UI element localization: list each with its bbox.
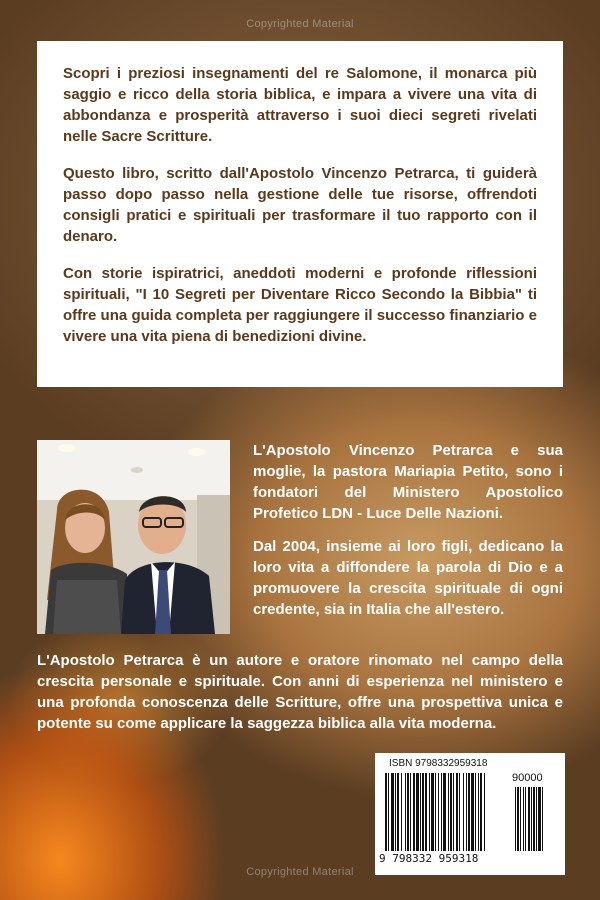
watermark-top: Copyrighted Material [246, 18, 354, 30]
author-paragraph: L'Apostolo Petrarca è un autore e oratore rinomato nel campo della crescita personale e spirituale. Con anni di esperienza nel ministero e una profonda conoscenza delle Scritture, offre una prospettiva unica e potente su come applicare la saggezza biblica alla vita moderna. [37, 652, 563, 732]
description-paragraph-3: Con storie ispiratrici, aneddoti moderni e profonde riflessioni spirituali, "I 10 Segreti per Diventare Ricco Secondo la Bibbia" ti offre una guida completa per raggiungere il successo finanziario e vivere una vita piena di benedizioni divine. [63, 265, 537, 345]
description-paragraph-2: Questo libro, scritto dall'Apostolo Vincenzo Petrarca, ti guiderà passo dopo passo nella gestione delle tue risorse, offrendoti consigli pratici e spirituali per trasformare il tuo rapporto con il denaro. [63, 165, 537, 245]
description-paragraph-1: Scopri i preziosi insegnamenti del re Salomone, il monarca più saggio e ricco della storia biblica, e impara a vivere una vita di abbondanza e prosperità attraverso i suoi dieci segreti rivelati nelle Sacre Scritture. [63, 65, 537, 145]
watermark-bottom: Copyrighted Material [246, 866, 354, 878]
barcode-block [375, 753, 565, 875]
author-bio [253, 440, 563, 632]
price-code: 90000 [512, 772, 543, 784]
ean-digits: 9 798332 959318 [379, 852, 479, 865]
bio-paragraph-1: L'Apostolo Vincenzo Petrarca e sua moglie, la pastora Mariapia Petito, sono i fondatori del Ministero Apostolico Profetico LDN - Luce Delle Nazioni. [253, 442, 563, 522]
bio-paragraph-2: Dal 2004, insieme ai loro figli, dedicano la loro vita a diffondere la parola di Dio e a promuovere la crescita spirituale di ogni credente, sia in Italia che all'estero. [253, 538, 563, 618]
isbn-label: ISBN 9798332959318 [389, 758, 488, 769]
author-description [37, 650, 563, 746]
description-box [37, 41, 563, 387]
author-photo [37, 440, 230, 634]
ean-barcode [381, 773, 561, 853]
